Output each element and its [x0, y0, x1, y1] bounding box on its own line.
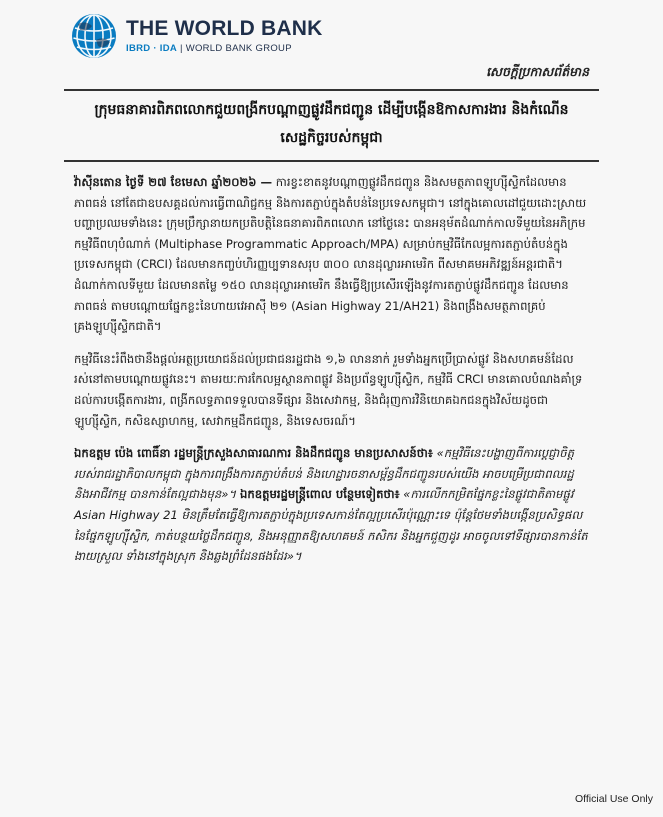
article-body — [74, 172, 591, 579]
world-bank-logo — [70, 12, 322, 60]
paragraph-2: កម្មវិធីនេះរំពឹងថានឹងផ្តល់អត្ថប្រយោជន៍ដល់ប្រជាជនរដ្ឋជាង ១,៦ លាននាក់ រួមទាំងអ្នកប្រើប្រាស់ផ្លូវ និងសហគមន៍ដែលរស់នៅតាមបណ្តោយផ្លូវនេះ។ តាមរយៈការកែលម្អស្ថានភាពផ្លូវ និងប្រព័ន្ធឡូហ្ស៊ីស្ទិក, កម្មវិធី CRCI មានគោលបំណងគាំទ្រដល់ការបង្កើតការងារ, ពង្រីកលទ្ធភាពទទួលបានទីផ្សារ និងសេវាកម្ម, និងជំរុញការវិនិយោគឯកជនក្នុងវិស័យដូចជា ឡូហ្ស៊ីស្ទិក, កសិឧស្សាហកម្ម, សេវាកម្មដឹកជញ្ជូន, និងទេសចរណ៍។ — [74, 351, 583, 428]
paragraph-1 — [74, 172, 591, 337]
logo-ibrd-ida: IBRD · IDA — [126, 43, 178, 54]
speaker-minister: ឯកឧត្តម ប៉េង ពោធិ៍នា រដ្ឋមន្ត្រីក្រសួងសាធារណការ និងដឹកជញ្ជូន មានប្រសាសន៍ថា៖ — [74, 446, 433, 461]
headline-divider — [64, 160, 599, 162]
headline: ក្រុមធនាគារពិភពលោកជួយពង្រីកបណ្តាញផ្លូវដឹកជញ្ជូន ដើម្បីបង្កើនឱកាសការងារ និងកំណើនសេដ្ឋកិច្ចរបស់កម្ពុជា — [94, 102, 569, 146]
speaker-minister-continued: ឯកឧត្តមរដ្ឋមន្ត្រីពោល បន្ថែមទៀតថា៖ — [236, 487, 400, 502]
globe-icon — [70, 12, 118, 60]
paragraph-1-text: ការខ្វះខាតនូវបណ្តាញផ្លូវដឹកជញ្ជូន និងសមត្ថភាពឡូហ្ស៊ីស្ទិកដែលមានភាពធន់ នៅតែជាឧបសគ្គដល់ការធ្វើពាណិជ្ជកម្ម និងការតភ្ជាប់ក្នុងតំបន់នៃប្រទេសកម្ពុជា។ នៅក្នុងគោលដៅជួយដោះស្រាយបញ្ហាប្រឈមទាំងនេះ ក្រុមប្រឹក្សានាយកប្រតិបត្តិនៃធនាគារពិភពលោក នៅថ្ងៃនេះ បានអនុម័តដំណាក់កាលទីមួយនៃអភិក្រមកម្មវិធីពហុបំណាក់ (Multiphase Programmatic Approach/MPA) សម្រាប់កម្មវិធីកែលម្អការតភ្ជាប់តំបន់ក្នុងប្រទេសកម្ពុជា (CRCI) ដែលមានកញ្ចប់ហិរញ្ញប្បទានសរុប ៣០០ លានដុល្លារអាមេរិក ពីសមាគមអភិវឌ្ឍន៍អន្តរជាតិ។ ដំណាក់កាលទីមួយ ដែលមានតម្លៃ ១៥០ លានដុល្លារអាមេរិក នឹងធ្វើឱ្យប្រសើរឡើងនូវការតភ្ជាប់ផ្លូវដឹកជញ្ជូន ដែលមានភាពធន់ តាមបណ្តោយផ្នែកខ្លះនៃហាយវេអាស៊ី ២១ (Asian Highway 21/AH21) និងពង្រឹងសមត្ថភាពគ្រប់គ្រងឡូហ្ស៊ីស្ទិកជាតិ។ — [74, 175, 587, 334]
logo-group: | WORLD BANK GROUP — [179, 43, 292, 54]
quote-2: «ការលើកកម្រិតផ្នែកខ្លះនៃផ្លូវជាតិតាមផ្លូវ Asian Highway 21 មិនត្រឹមតែធ្វើឱ្យការតភ្ជាប់ក្នុងប្រទេសកាន់តែល្អប្រសើរប៉ុណ្ណោះទេ ប៉ុន្តែថែមទាំងបង្កើនប្រសិទ្ធផលនៃផ្នែកឡូហ្ស៊ីស្ទិក, កាត់បន្ថយថ្លៃដឹកជញ្ជូន, និងអនុញ្ញាតឱ្យសហគមន៍ កសិករ និងអ្នកជួញដូរ អាចចូលទៅទីផ្សារបានកាន់តែងាយស្រួល ទាំងនៅក្នុងស្រុក និងឆ្លងព្រំដែនផងដែរ»។ — [74, 487, 588, 564]
dateline: វ៉ាស៊ីនតោន ថ្ងៃទី ២៧ ខែមេសា ឆ្នាំ២០២៦ — — [74, 175, 273, 189]
quote-1: «កម្មវិធីនេះបង្ហាញពីការប្តេជ្ញាចិត្តរបស់រាជរដ្ឋាភិបាលកម្ពុជា ក្នុងការពង្រឹងការតភ្ជាប់តំបន់ និងហេដ្ឋារចនាសម្ព័ន្ធដឹកជញ្ជូនរបស់យើង អាចបម្រើប្រជាពលរដ្ឋ និងអាជីវកម្ម បានកាន់តែល្អជាងមុន»។ — [74, 446, 574, 502]
logo-subtitle — [126, 43, 322, 54]
classification-footer: Official Use Only — [575, 793, 653, 805]
logo-wordmark: THE WORLD BANK — [126, 17, 323, 40]
document-type-label: សេចក្តីប្រកាសព័ត៌មាន — [486, 64, 589, 79]
top-divider — [64, 89, 599, 91]
paragraph-3 — [74, 443, 591, 567]
